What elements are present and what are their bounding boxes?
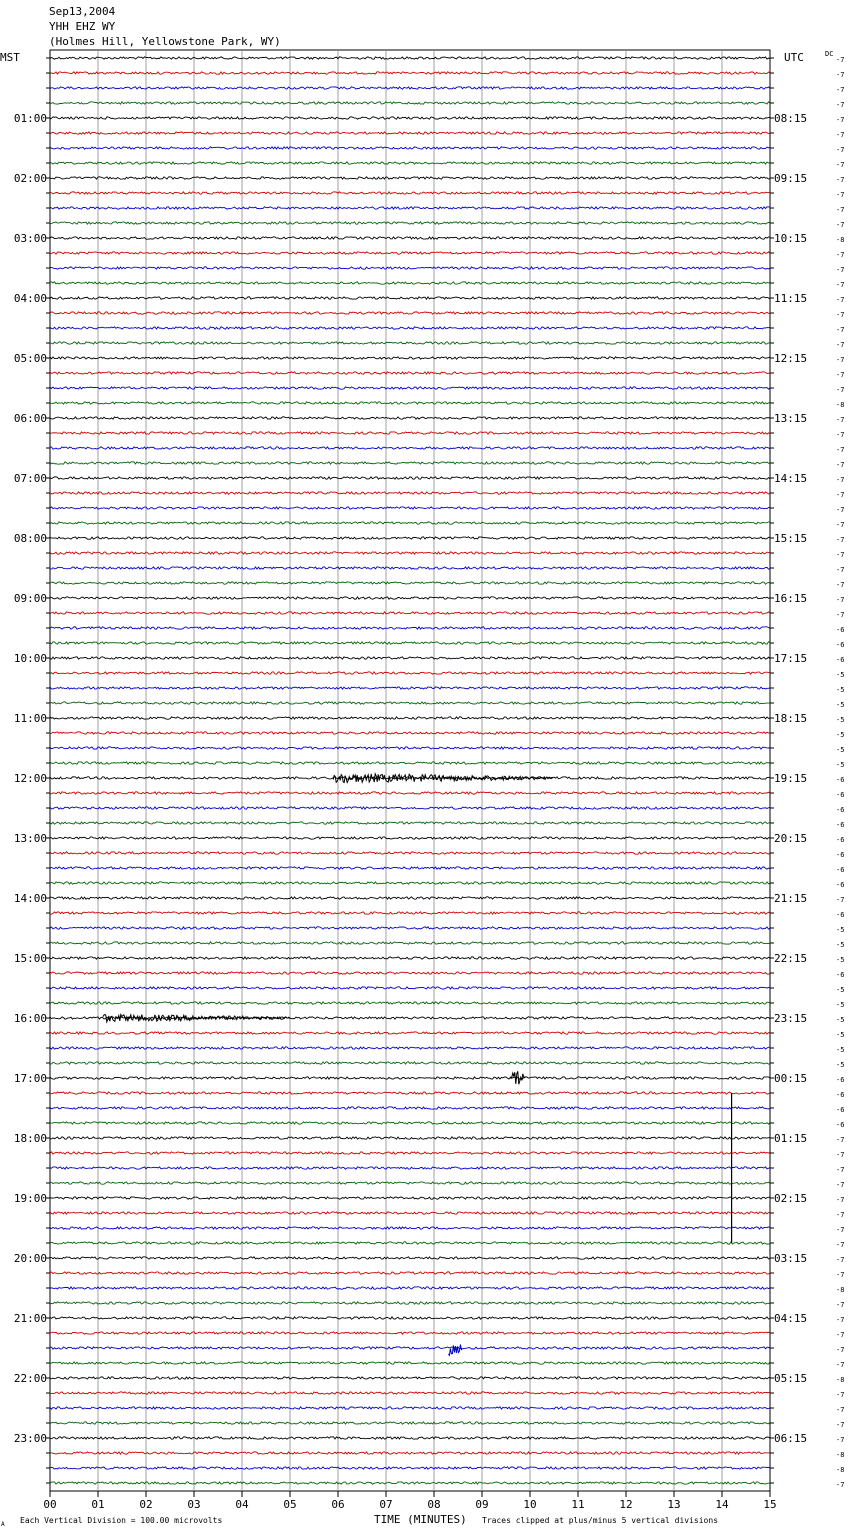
- left-hour-label: 05:00: [13, 352, 47, 365]
- dc-offset-label: -6: [836, 881, 845, 889]
- x-tick-label: 15: [763, 1498, 777, 1511]
- dc-offset-label: -7: [836, 1481, 845, 1489]
- seismic-trace: [50, 582, 770, 584]
- seismic-trace: [50, 822, 770, 824]
- x-axis-title: TIME (MINUTES): [374, 1513, 467, 1526]
- dc-offset-label: -7: [836, 476, 845, 484]
- seismic-trace: [50, 72, 770, 74]
- dc-offset-label: -7: [836, 1226, 845, 1234]
- right-hour-label: 19:15: [774, 772, 808, 785]
- seismic-trace: [50, 1032, 770, 1034]
- dc-offset-label: -7: [836, 581, 845, 589]
- clipping-note: Traces clipped at plus/minus 5 vertical divisions: [482, 1516, 719, 1525]
- seismic-trace: [50, 507, 770, 509]
- seismic-trace: [50, 987, 770, 989]
- left-hour-label: 13:00: [13, 832, 47, 845]
- dc-offset-label: -7: [836, 1346, 845, 1354]
- dc-offset-label: -7: [836, 521, 845, 529]
- dc-offset-label: -7: [836, 266, 845, 274]
- seismic-trace: [50, 1152, 770, 1154]
- dc-offset-label: -6: [836, 971, 845, 979]
- dc-offset-label: -5: [836, 761, 845, 769]
- station-code: YHH EHZ WY: [49, 20, 116, 33]
- dc-offset-label: -7: [836, 1421, 845, 1429]
- right-hour-label: 11:15: [774, 292, 808, 305]
- left-hour-label: 20:00: [13, 1252, 47, 1265]
- left-hour-label: 22:00: [13, 1372, 47, 1385]
- trace-group: [50, 57, 770, 1484]
- dc-offset-label: -6: [836, 791, 845, 799]
- left-hour-label: 07:00: [13, 472, 47, 485]
- left-hour-label: 15:00: [13, 952, 47, 965]
- seismic-trace: [50, 1392, 770, 1394]
- dc-offset-label: -7: [836, 431, 845, 439]
- seismic-trace: [50, 342, 770, 344]
- seismic-trace: [50, 1197, 770, 1199]
- dc-offset-label: -7: [836, 1181, 845, 1189]
- dc-offset-label: -6: [836, 1091, 845, 1099]
- dc-offset-label: -6: [836, 911, 845, 919]
- seismic-trace: [50, 1047, 770, 1049]
- station-location: (Holmes Hill, Yellowstone Park, WY): [49, 35, 281, 48]
- dc-offset-label: -6: [836, 821, 845, 829]
- dc-offset-label: -7: [836, 896, 845, 904]
- x-tick-label: 14: [715, 1498, 729, 1511]
- dc-offset-label: -7: [836, 1436, 845, 1444]
- seismic-trace: [50, 162, 770, 164]
- right-hour-label: 04:15: [774, 1312, 808, 1325]
- dc-offset-label: -5: [836, 746, 845, 754]
- seismic-event: [448, 1345, 462, 1356]
- seismic-trace: [50, 282, 770, 284]
- left-hour-label: 03:00: [13, 232, 47, 245]
- right-hour-label: 08:15: [774, 112, 808, 125]
- dc-offset-label: -6: [836, 626, 845, 634]
- dc-offset-label: -5: [836, 986, 845, 994]
- seismic-trace: [50, 1062, 770, 1064]
- dc-offset-label: -7: [836, 281, 845, 289]
- x-tick-label: 06: [331, 1498, 345, 1511]
- seismic-trace: [50, 1002, 770, 1004]
- seismic-trace: [50, 1137, 770, 1139]
- seismic-trace: [50, 327, 770, 329]
- right-hour-label: 14:15: [774, 472, 808, 485]
- right-hour-label: 15:15: [774, 532, 808, 545]
- left-hour-label: 01:00: [13, 112, 47, 125]
- x-tick-label: 00: [43, 1498, 57, 1511]
- dc-offset-label: -7: [836, 86, 845, 94]
- dc-offset-label: -6: [836, 866, 845, 874]
- dc-offset-label: -7: [836, 116, 845, 124]
- right-hour-label: 23:15: [774, 1012, 808, 1025]
- dc-offset-label: -6: [836, 641, 845, 649]
- seismic-trace: [50, 462, 770, 464]
- dc-offset-label: -7: [836, 131, 845, 139]
- seismic-trace: [50, 807, 770, 809]
- seismic-trace: [50, 687, 770, 689]
- seismic-trace: [50, 1257, 770, 1259]
- dc-offset-label: -5: [836, 731, 845, 739]
- x-tick-label: 02: [139, 1498, 153, 1511]
- x-tick-label: 03: [187, 1498, 201, 1511]
- right-hour-label: 20:15: [774, 832, 808, 845]
- seismic-trace: [50, 1452, 770, 1454]
- left-hour-label: 12:00: [13, 772, 47, 785]
- dc-offset-label: -5: [836, 956, 845, 964]
- seismic-trace: [50, 357, 770, 359]
- right-hour-label: 12:15: [774, 352, 808, 365]
- seismic-trace: [50, 942, 770, 944]
- seismic-trace: [50, 627, 770, 629]
- dc-offset-label: -7: [836, 221, 845, 229]
- right-hour-label: 17:15: [774, 652, 808, 665]
- x-tick-label: 13: [667, 1498, 681, 1511]
- seismic-trace: [50, 567, 770, 569]
- left-hour-label: 23:00: [13, 1432, 47, 1445]
- seismic-trace: [50, 207, 770, 209]
- seismic-trace: [50, 252, 770, 254]
- left-hour-label: 17:00: [13, 1072, 47, 1085]
- dc-offset-label: -8: [836, 401, 845, 409]
- dc-offset-label: -7: [836, 1151, 845, 1159]
- seismic-trace: [50, 1332, 770, 1334]
- seismic-trace: [50, 132, 770, 134]
- left-hour-label: 14:00: [13, 892, 47, 905]
- dc-offset-label: -7: [836, 536, 845, 544]
- left-hour-label: 19:00: [13, 1192, 47, 1205]
- dc-offset-label: -7: [836, 356, 845, 364]
- x-tick-label: 11: [571, 1498, 585, 1511]
- seismic-trace: [50, 1422, 770, 1424]
- seismic-trace: [50, 312, 770, 314]
- seismic-trace: [50, 747, 770, 749]
- dc-offset-label: -7: [836, 1331, 845, 1339]
- seismic-trace: [50, 297, 770, 299]
- dc-offset-label: -5: [836, 1046, 845, 1054]
- seismic-trace: [50, 1077, 770, 1079]
- dc-offset-label: -5: [836, 716, 845, 724]
- seismic-trace: [50, 1482, 770, 1484]
- right-hour-label: 09:15: [774, 172, 808, 185]
- seismic-trace: [50, 927, 770, 929]
- seismic-trace: [50, 657, 770, 659]
- dc-offset-label: -5: [836, 926, 845, 934]
- seismic-trace: [50, 1287, 770, 1289]
- dc-offset-label: -7: [836, 1211, 845, 1219]
- seismic-trace: [50, 1122, 770, 1124]
- left-hour-label: 18:00: [13, 1132, 47, 1145]
- seismic-trace: [50, 1212, 770, 1214]
- dc-offset-label: -7: [836, 386, 845, 394]
- dc-offset-label: -7: [836, 191, 845, 199]
- dc-offset-label: -7: [836, 1316, 845, 1324]
- x-tick-label: 04: [235, 1498, 249, 1511]
- seismic-trace: [50, 732, 770, 734]
- seismic-trace: [50, 1182, 770, 1184]
- left-hour-label: 08:00: [13, 532, 47, 545]
- left-hour-label: 04:00: [13, 292, 47, 305]
- dc-offset-label: -7: [836, 341, 845, 349]
- seismic-trace: [50, 87, 770, 89]
- seismic-trace: [50, 852, 770, 854]
- dc-offset-label: -5: [836, 1016, 845, 1024]
- seismic-trace: [50, 702, 770, 704]
- right-hour-label: 22:15: [774, 952, 808, 965]
- right-hour-label: 16:15: [774, 592, 808, 605]
- seismic-trace: [50, 417, 770, 419]
- dc-offset-label: -7: [836, 596, 845, 604]
- seismic-trace: [50, 672, 770, 674]
- seismic-trace: [50, 117, 770, 119]
- seismic-trace: [50, 867, 770, 869]
- vertical-division-note: Each Vertical Division = 100.00 microvolts: [20, 1516, 223, 1525]
- x-tick-label: 12: [619, 1498, 633, 1511]
- seismic-trace: [50, 1272, 770, 1274]
- dc-offset-label: -7: [836, 506, 845, 514]
- dc-offset-label: -7: [836, 1361, 845, 1369]
- seismic-trace: [50, 1377, 770, 1379]
- dc-offset-label: -8: [836, 236, 845, 244]
- dc-offset-label: -5: [836, 941, 845, 949]
- seismic-trace: [50, 1437, 770, 1439]
- dc-offset-label: -7: [836, 71, 845, 79]
- seismic-event: [333, 774, 553, 783]
- dc-offset-label: -7: [836, 56, 845, 64]
- dc-offset-label: -7: [836, 146, 845, 154]
- dc-offset-label: -8: [836, 1451, 845, 1459]
- dc-offset-label: -7: [836, 1196, 845, 1204]
- dc-offset-label: -7: [836, 251, 845, 259]
- dc-offset-label: -6: [836, 806, 845, 814]
- left-hour-label: 09:00: [13, 592, 47, 605]
- seismic-trace: [50, 237, 770, 239]
- right-hour-label: 03:15: [774, 1252, 808, 1265]
- x-tick-label: 09: [475, 1498, 489, 1511]
- seismic-trace: [50, 912, 770, 914]
- plot-date: Sep13,2004: [49, 5, 116, 18]
- seismic-trace: [50, 717, 770, 719]
- seismic-trace: [50, 762, 770, 764]
- left-timezone-label: MST: [0, 51, 20, 64]
- corner-mark: A: [1, 1521, 5, 1528]
- x-tick-label: 07: [379, 1498, 393, 1511]
- dc-offset-label: -5: [836, 671, 845, 679]
- dc-offset-label: -7: [836, 611, 845, 619]
- plot-frame: [50, 50, 770, 1491]
- dc-offset-label: -7: [836, 206, 845, 214]
- dc-offset-label: -7: [836, 551, 845, 559]
- x-tick-label: 01: [91, 1498, 105, 1511]
- left-hour-label: 06:00: [13, 412, 47, 425]
- seismic-trace: [50, 222, 770, 224]
- dc-offset-label: -8: [836, 1376, 845, 1384]
- dc-offset-label: -5: [836, 701, 845, 709]
- dc-offset-label: -6: [836, 1106, 845, 1114]
- dc-offset-label: -7: [836, 566, 845, 574]
- seismic-trace: [50, 1407, 770, 1409]
- seismic-trace: [50, 192, 770, 194]
- seismic-trace: [50, 1167, 770, 1169]
- dc-offset-label: -5: [836, 1001, 845, 1009]
- left-hour-label: 16:00: [13, 1012, 47, 1025]
- dc-offset-label: -6: [836, 836, 845, 844]
- dc-offset-label: -8: [836, 1286, 845, 1294]
- dc-offset-label: -7: [836, 491, 845, 499]
- left-hour-label: 21:00: [13, 1312, 47, 1325]
- dc-offset-label: -7: [836, 161, 845, 169]
- left-hour-label: 02:00: [13, 172, 47, 185]
- dc-offset-header: DC: [825, 50, 834, 58]
- left-hour-label: 11:00: [13, 712, 47, 725]
- dc-offset-label: -7: [836, 461, 845, 469]
- seismic-trace: [50, 957, 770, 959]
- right-hour-label: 13:15: [774, 412, 808, 425]
- right-hour-label: 05:15: [774, 1372, 808, 1385]
- dc-offset-label: -7: [836, 296, 845, 304]
- x-tick-label: 10: [523, 1498, 537, 1511]
- event-group: [103, 774, 732, 1356]
- seismic-trace: [50, 372, 770, 374]
- dc-offset-label: -7: [836, 371, 845, 379]
- label-group: [14, 56, 845, 1511]
- seismic-trace: [50, 837, 770, 839]
- x-tick-label: 08: [427, 1498, 441, 1511]
- seismic-trace: [50, 972, 770, 974]
- seismic-trace: [50, 792, 770, 794]
- dc-offset-label: -7: [836, 1271, 845, 1279]
- dc-offset-label: -6: [836, 851, 845, 859]
- dc-offset-label: -8: [836, 1466, 845, 1474]
- dc-offset-label: -5: [836, 1061, 845, 1069]
- seismic-trace: [50, 492, 770, 494]
- seismic-trace: [50, 432, 770, 434]
- seismic-trace: [50, 1227, 770, 1229]
- dc-offset-label: -7: [836, 1301, 845, 1309]
- seismic-trace: [50, 57, 770, 59]
- dc-offset-label: -6: [836, 776, 845, 784]
- seismic-trace: [50, 612, 770, 614]
- right-hour-label: 00:15: [774, 1072, 808, 1085]
- seismic-trace: [50, 522, 770, 524]
- dc-offset-label: -5: [836, 1031, 845, 1039]
- seismic-trace: [50, 597, 770, 599]
- seismic-trace: [50, 777, 770, 779]
- seismic-trace: [50, 477, 770, 479]
- dc-offset-label: -7: [836, 1406, 845, 1414]
- seismic-trace: [50, 1362, 770, 1364]
- seismic-trace: [50, 267, 770, 269]
- right-hour-label: 06:15: [774, 1432, 808, 1445]
- right-hour-label: 18:15: [774, 712, 808, 725]
- seismic-trace: [50, 1242, 770, 1244]
- dc-offset-label: -5: [836, 686, 845, 694]
- seismic-trace: [50, 102, 770, 104]
- seismic-trace: [50, 402, 770, 404]
- seismic-trace: [50, 552, 770, 554]
- seismic-trace: [50, 1302, 770, 1304]
- seismic-trace: [50, 147, 770, 149]
- right-hour-label: 10:15: [774, 232, 808, 245]
- dc-offset-label: -7: [836, 101, 845, 109]
- x-tick-label: 05: [283, 1498, 297, 1511]
- dc-offset-label: -6: [836, 1076, 845, 1084]
- seismic-trace: [50, 1317, 770, 1319]
- seismic-trace: [50, 897, 770, 899]
- seismic-trace: [50, 1092, 770, 1094]
- dc-offset-label: -7: [836, 1136, 845, 1144]
- dc-offset-label: -7: [836, 326, 845, 334]
- seismic-trace: [50, 387, 770, 389]
- dc-offset-label: -6: [836, 1121, 845, 1129]
- seismic-trace: [50, 642, 770, 644]
- right-timezone-label: UTC: [784, 51, 804, 64]
- dc-offset-label: -7: [836, 311, 845, 319]
- right-hour-label: 21:15: [774, 892, 808, 905]
- seismic-trace: [50, 882, 770, 884]
- seismic-trace: [50, 1107, 770, 1109]
- seismic-trace: [50, 447, 770, 449]
- dc-offset-label: -7: [836, 1241, 845, 1249]
- right-hour-label: 01:15: [774, 1132, 808, 1145]
- seismic-trace: [50, 1347, 770, 1349]
- dc-offset-label: -7: [836, 1256, 845, 1264]
- seismic-event: [103, 1014, 290, 1021]
- dc-offset-label: -7: [836, 176, 845, 184]
- seismic-trace: [50, 177, 770, 179]
- dc-offset-label: -7: [836, 1166, 845, 1174]
- left-hour-label: 10:00: [13, 652, 47, 665]
- seismic-trace: [50, 537, 770, 539]
- dc-offset-label: -7: [836, 416, 845, 424]
- right-hour-label: 02:15: [774, 1192, 808, 1205]
- dc-offset-label: -7: [836, 446, 845, 454]
- seismic-trace: [50, 1467, 770, 1469]
- dc-offset-label: -6: [836, 656, 845, 664]
- dc-offset-label: -7: [836, 1391, 845, 1399]
